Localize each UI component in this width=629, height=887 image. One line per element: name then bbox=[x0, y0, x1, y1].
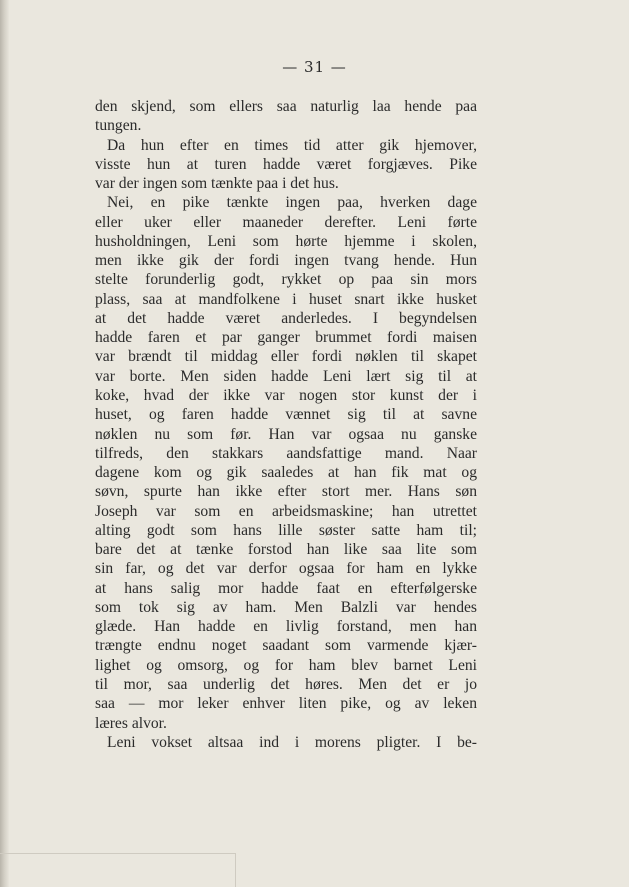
text-line: Nei, en pike tænkte ingen paa, hverken dage bbox=[107, 194, 477, 212]
body-text bbox=[95, 97, 477, 752]
text-line: stelte forunderlig godt, rykket op paa sin mors bbox=[95, 271, 477, 289]
page-number: — 31 — bbox=[282, 58, 347, 76]
text-line: at det hadde været anderledes. I begyndelsen bbox=[95, 309, 477, 327]
text-line: koke, hvad der ikke var nogen stor kunst der i bbox=[95, 386, 477, 404]
text-line: var brændt til middag eller fordi nøklen til skapet bbox=[95, 348, 477, 366]
text-line: Joseph var som en arbeidsmaskine; han utrettet bbox=[95, 502, 477, 520]
text-line: trængte endnu noget saadant som varmende kjær- bbox=[95, 637, 477, 655]
text-line: hadde faren et par ganger brummet fordi maisen bbox=[95, 329, 477, 347]
text-line: sin far, og det var derfor ogsaa for ham en lykke bbox=[95, 560, 477, 578]
text-line: tilfreds, den stakkars aandsfattige mand. Naar bbox=[95, 444, 477, 462]
text-line: eller uker eller maaneder derefter. Leni førte bbox=[95, 213, 477, 231]
text-line: til mor, saa underlig det høres. Men det er jo bbox=[95, 675, 477, 693]
text-line: læres alvor. bbox=[95, 714, 167, 732]
text-line: Leni vokset altsaa ind i morens pligter. I be- bbox=[107, 733, 477, 751]
text-line: søvn, spurte han ikke efter stort mer. Hans søn bbox=[95, 483, 477, 501]
text-line: plass, saa at mandfolkene i huset snart ikke husket bbox=[95, 290, 477, 308]
text-line: var borte. Men siden hadde Leni lært sig til at bbox=[95, 367, 477, 385]
text-line: lighet og omsorg, og for ham blev barnet Leni bbox=[95, 656, 477, 674]
text-line: som tok sig av ham. Men Balzli var hendes bbox=[95, 598, 477, 616]
page-spine-shadow bbox=[0, 0, 9, 887]
text-line: saa — mor leker enhver liten pike, og av leken bbox=[95, 695, 477, 713]
text-line: Da hun efter en times tid atter gik hjemover, bbox=[107, 136, 477, 154]
text-line: den skjend, som ellers saa naturlig laa hende paa bbox=[95, 98, 477, 115]
page-edge-line bbox=[0, 853, 236, 854]
text-line: bare det at tænke forstod han like saa lite som bbox=[95, 541, 477, 559]
text-line: huset, og faren hadde vænnet sig til at savne bbox=[95, 406, 477, 424]
text-line: visste hun at turen hadde været forgjæves. Pike bbox=[95, 155, 477, 173]
text-line: men ikke gik der fordi ingen tvang hende. Hun bbox=[95, 252, 477, 270]
text-line: nøklen nu som før. Han var ogsaa nu ganske bbox=[95, 425, 477, 443]
text-line: tungen. bbox=[95, 117, 142, 135]
text-line: alting godt som hans lille søster satte ham til; bbox=[95, 521, 477, 539]
text-line: glæde. Han hadde en livlig forstand, men han bbox=[95, 618, 477, 636]
text-line: husholdningen, Leni som hørte hjemme i skolen, bbox=[95, 232, 477, 250]
page-edge-line-vertical bbox=[235, 853, 236, 887]
text-line: at hans salig mor hadde faat en efterfølgerske bbox=[95, 579, 477, 597]
text-line: dagene kom og gik saaledes at han fik mat og bbox=[95, 464, 477, 482]
text-line: var der ingen som tænkte paa i det hus. bbox=[95, 175, 339, 193]
